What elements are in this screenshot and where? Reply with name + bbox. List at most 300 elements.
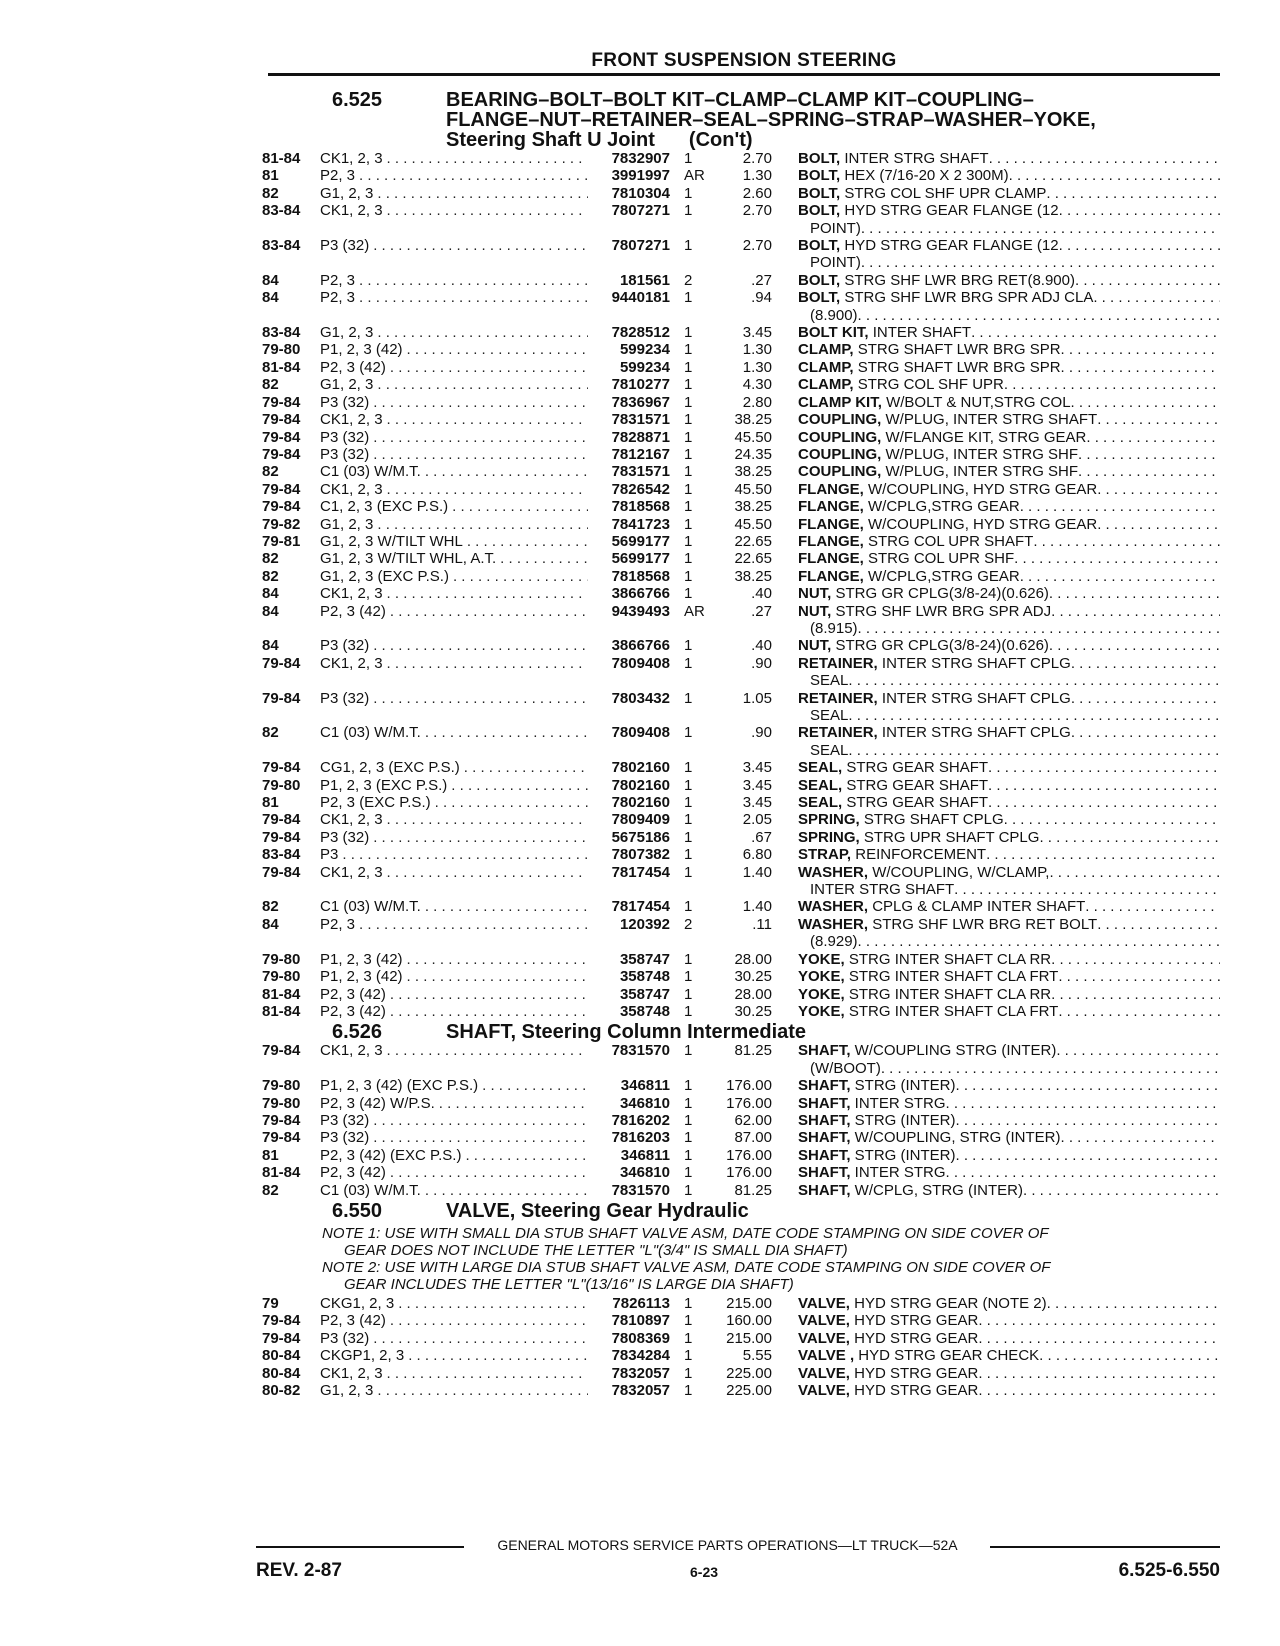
model-years: 82	[262, 463, 279, 481]
part-row	[262, 1077, 1220, 1094]
price: 81.25	[734, 1042, 772, 1060]
description-text	[798, 1147, 956, 1164]
part-row	[262, 1312, 1220, 1329]
part-name: SEAL,	[798, 794, 843, 812]
part-name: NUT,	[798, 602, 832, 620]
model-years: 79-84	[262, 1042, 301, 1060]
description-text	[798, 637, 1049, 654]
model-years: 79-84	[262, 828, 301, 846]
part-detail: CPLG & CLAMP INTER SHAFT	[872, 898, 1086, 916]
model-code: CK1, 2, 3	[320, 202, 383, 220]
part-row	[262, 533, 1220, 550]
model-years: 79-84	[262, 689, 301, 707]
dot-leader	[398, 1295, 588, 1312]
description-text	[798, 655, 1071, 672]
part-description	[772, 324, 1220, 341]
model-code: C1 (03) W/M.T.	[320, 463, 421, 481]
part-row	[262, 916, 1220, 933]
model-code: P1, 2, 3 (42)	[320, 968, 403, 986]
description-text	[798, 446, 1078, 463]
model-years: 82	[262, 1181, 279, 1199]
dot-leader	[848, 707, 1220, 724]
part-description	[772, 185, 1220, 202]
part-row	[262, 1095, 1220, 1112]
part-name: COUPLING,	[798, 428, 882, 446]
dot-leader	[1097, 516, 1220, 533]
part-description	[772, 359, 1220, 376]
part-row	[262, 1147, 1220, 1164]
dot-leader	[1061, 341, 1220, 358]
note-line: NOTE 1: USE WITH SMALL DIA STUB SHAFT VALVE ASM, DATE CODE STAMPING ON SIDE COVER OF	[322, 1224, 1049, 1242]
model-applicability	[320, 655, 588, 672]
dot-leader	[387, 864, 588, 881]
model-years: 79-80	[262, 968, 301, 986]
dot-leader	[373, 1129, 588, 1146]
part-detail: STRG INTER SHAFT CLA FRT	[848, 1002, 1059, 1020]
model-years: 81	[262, 167, 279, 185]
quantity: 1	[684, 1077, 693, 1095]
part-name: SHAFT,	[798, 1077, 851, 1095]
section-title-row	[262, 110, 1220, 130]
part-description	[772, 463, 1220, 480]
part-description	[772, 968, 1220, 985]
part-description	[772, 829, 1220, 846]
dot-leader	[387, 811, 588, 828]
description-continued	[772, 1060, 1220, 1077]
model-code: P2, 3 (42)	[320, 985, 386, 1003]
part-row	[262, 603, 1220, 620]
model-applicability	[320, 951, 588, 968]
dot-leader	[988, 777, 1220, 794]
model-years: 84	[262, 637, 279, 655]
model-applicability	[320, 516, 588, 533]
part-number: 7802160	[611, 776, 670, 794]
part-number: 7807271	[611, 202, 670, 220]
price: 2.05	[742, 811, 772, 829]
quantity: 1	[684, 515, 693, 533]
section-title-text: Steering Shaft U Joint	[446, 129, 655, 151]
dot-leader	[1058, 1003, 1220, 1020]
part-number: 7817454	[611, 898, 670, 916]
part-description	[772, 516, 1220, 533]
part-number: 358748	[619, 1002, 670, 1020]
model-code: CK1, 2, 3	[320, 585, 383, 603]
part-description	[772, 411, 1220, 428]
part-name: YOKE,	[798, 1002, 845, 1020]
model-applicability	[320, 637, 588, 654]
dot-leader	[858, 933, 1220, 950]
price: 38.25	[734, 567, 772, 585]
part-row	[262, 550, 1220, 567]
part-detail: W/BOLT & NUT,STRG COL	[886, 393, 1071, 411]
dot-leader	[453, 568, 588, 585]
part-row	[262, 359, 1220, 376]
model-applicability	[320, 533, 588, 550]
part-name: BOLT,	[798, 289, 841, 307]
part-detail: STRG SHAFT CPLG	[863, 811, 1004, 829]
part-detail: INTER STRG SHAFT	[844, 150, 989, 167]
model-code: P3 (32)	[320, 828, 370, 846]
part-detail: HYD STRG GEAR	[854, 1329, 979, 1347]
part-detail: INTER STRG	[854, 1164, 946, 1182]
price: 2.70	[742, 237, 772, 255]
part-description	[772, 237, 1220, 254]
model-code: P1, 2, 3 (42) (EXC P.S.)	[320, 1077, 479, 1095]
model-code: G1, 2, 3 W/TILT WHL	[320, 532, 463, 550]
model-years: 79-84	[262, 498, 301, 516]
model-applicability	[320, 968, 588, 985]
description-text	[798, 1312, 978, 1329]
quantity: 1	[684, 585, 693, 603]
description-text	[798, 1382, 978, 1399]
dot-leader	[978, 1365, 1220, 1382]
part-detail: HYD STRG GEAR FLANGE (12	[844, 237, 1059, 255]
quantity: 1	[684, 324, 693, 342]
part-name: YOKE,	[798, 985, 845, 1003]
part-name: VALVE,	[798, 1329, 850, 1347]
part-name: YOKE,	[798, 968, 845, 986]
model-code: CK1, 2, 3	[320, 811, 383, 829]
part-description	[772, 864, 1220, 881]
part-name: SHAFT,	[798, 1129, 851, 1147]
part-row	[262, 289, 1220, 306]
part-name: BOLT,	[798, 184, 841, 202]
part-number: 7809408	[611, 654, 670, 672]
description-text	[798, 829, 1039, 846]
header-rule	[268, 73, 1220, 76]
model-years: 81-84	[262, 1002, 301, 1020]
part-number: 599234	[619, 358, 670, 376]
price: .40	[751, 637, 772, 655]
description-text	[798, 341, 1061, 358]
dot-leader	[359, 289, 588, 306]
part-row	[262, 394, 1220, 411]
part-description	[772, 690, 1220, 707]
model-code: C1 (03) W/M.T.	[320, 724, 421, 742]
price: 38.25	[734, 498, 772, 516]
price: .67	[751, 828, 772, 846]
model-years: 82	[262, 550, 279, 568]
part-number: 7831570	[611, 1042, 670, 1060]
part-detail: STRG INTER SHAFT CLA RR	[848, 985, 1052, 1003]
section-title	[446, 90, 1220, 110]
description-text	[798, 1042, 1056, 1059]
description-text	[798, 272, 1075, 289]
quantity: 1	[684, 1382, 693, 1399]
part-name: FLANGE,	[798, 532, 864, 550]
part-description	[772, 1382, 1220, 1399]
model-code: P3 (32)	[320, 237, 370, 255]
model-applicability	[320, 394, 588, 411]
model-years: 79-84	[262, 1129, 301, 1147]
section-title-text: FLANGE–NUT–RETAINER–SEAL–SPRING–STRAP–WASHER–YOKE,	[446, 109, 1096, 131]
section-title	[446, 1201, 1220, 1221]
model-years: 79-80	[262, 776, 301, 794]
dot-leader	[373, 446, 588, 463]
part-number: 7828871	[611, 428, 670, 446]
dot-leader	[1086, 429, 1220, 446]
note-line: NOTE 2: USE WITH LARGE DIA STUB SHAFT VALVE ASM, DATE CODE STAMPING ON SIDE COVER OF	[322, 1258, 1051, 1276]
description-text	[798, 429, 1086, 446]
description-text	[798, 516, 1097, 533]
description-continued	[772, 707, 1220, 724]
model-applicability	[320, 1112, 588, 1129]
part-row	[262, 272, 1220, 289]
description-text	[798, 951, 1051, 968]
description-continued	[772, 220, 1220, 237]
dot-leader	[387, 1042, 588, 1059]
dot-leader	[467, 533, 588, 550]
part-description	[772, 446, 1220, 463]
part-description	[772, 341, 1220, 358]
model-code: C1, 2, 3 (EXC P.S.)	[320, 498, 449, 516]
part-name: COUPLING,	[798, 463, 882, 481]
model-years: 79-84	[262, 863, 301, 881]
quantity: 1	[684, 1146, 693, 1164]
part-row	[262, 794, 1220, 811]
price: .90	[751, 724, 772, 742]
part-row	[262, 1382, 1220, 1399]
model-code: G1, 2, 3	[320, 515, 374, 533]
part-number: 7809409	[611, 811, 670, 829]
part-name: CLAMP,	[798, 358, 854, 376]
dot-leader	[482, 1077, 588, 1094]
part-name: BOLT,	[798, 202, 841, 220]
dot-leader	[978, 1330, 1220, 1347]
part-number: 7834284	[611, 1347, 670, 1365]
dot-leader	[881, 1060, 1220, 1077]
part-number: 7812167	[611, 445, 670, 463]
model-years: 81-84	[262, 358, 301, 376]
dot-leader	[1061, 1129, 1220, 1146]
part-description	[772, 289, 1220, 306]
section-title-row	[262, 90, 1220, 110]
part-detail: STRG UPR SHAFT CPLG	[863, 828, 1040, 846]
dot-leader	[1046, 185, 1220, 202]
part-row	[262, 690, 1220, 707]
description-text	[798, 481, 1097, 498]
section-title-row	[262, 1201, 1220, 1221]
dot-leader	[1004, 811, 1220, 828]
dot-leader	[390, 359, 588, 376]
dot-leader	[377, 1382, 588, 1399]
part-description	[772, 759, 1220, 776]
part-detail: W/COUPLING, W/CLAMP,	[872, 863, 1050, 881]
description-text	[798, 968, 1058, 985]
model-applicability	[320, 1129, 588, 1146]
price: .27	[751, 602, 772, 620]
model-applicability	[320, 585, 588, 602]
part-detail: W/CPLG,STRG GEAR	[868, 498, 1020, 516]
model-code: CK1, 2, 3	[320, 654, 383, 672]
part-detail: STRG (INTER)	[854, 1146, 956, 1164]
part-row	[262, 759, 1220, 776]
model-years: 83-84	[262, 324, 301, 342]
model-code: P2, 3 (42) W/P.S.	[320, 1094, 435, 1112]
dot-leader	[988, 759, 1220, 776]
price: 87.00	[734, 1129, 772, 1147]
footer-rule-right	[990, 1546, 1220, 1548]
model-applicability	[320, 202, 588, 219]
dot-leader	[848, 742, 1220, 759]
quantity: 1	[684, 1181, 693, 1199]
model-code: P2, 3 (42) (EXC P.S.)	[320, 1146, 462, 1164]
section-title-text: BEARING–BOLT–BOLT KIT–CLAMP–CLAMP KIT–COUPLING–	[446, 89, 1034, 111]
dot-leader	[435, 794, 588, 811]
quantity: 1	[684, 202, 693, 220]
part-name: CLAMP KIT,	[798, 393, 882, 411]
section-title-row	[262, 1022, 1220, 1042]
dot-leader	[1085, 898, 1220, 915]
part-number: 7832907	[611, 150, 670, 167]
part-row	[262, 846, 1220, 863]
part-name: YOKE,	[798, 950, 845, 968]
part-number: 358747	[619, 985, 670, 1003]
dot-leader	[387, 411, 588, 428]
part-row	[262, 951, 1220, 968]
part-name: BOLT,	[798, 271, 841, 289]
price: 176.00	[726, 1077, 772, 1095]
dot-leader	[390, 1164, 588, 1181]
price: 22.65	[734, 550, 772, 568]
quantity: 1	[684, 846, 693, 864]
part-number: 120392	[619, 915, 670, 933]
section-6-550	[262, 1201, 1220, 1399]
description-text	[798, 411, 1097, 428]
part-detail: STRG SHAFT LWR BRG SPR	[857, 358, 1061, 376]
model-applicability	[320, 498, 588, 515]
model-code: P3 (32)	[320, 1329, 370, 1347]
model-applicability	[320, 1330, 588, 1347]
part-number: 7828512	[611, 324, 670, 342]
part-detail: STRG GEAR SHAFT	[846, 776, 989, 794]
quantity: 1	[684, 567, 693, 585]
model-code: CK1, 2, 3	[320, 411, 383, 429]
quantity: 1	[684, 1164, 693, 1182]
part-name: BOLT,	[798, 167, 841, 185]
model-years: 79-80	[262, 1094, 301, 1112]
quantity: 1	[684, 480, 693, 498]
model-code: G1, 2, 3	[320, 1382, 374, 1399]
description-continued-text: SEAL	[810, 707, 849, 724]
description-continued	[772, 620, 1220, 637]
dot-leader	[1075, 272, 1220, 289]
model-applicability	[320, 846, 588, 863]
dot-leader	[425, 898, 588, 915]
part-detail: HYD STRG GEAR	[854, 1312, 979, 1330]
model-years: 81	[262, 1146, 279, 1164]
model-applicability	[320, 1312, 588, 1329]
part-detail: HYD STRG GEAR FLANGE (12	[844, 202, 1059, 220]
quantity: 1	[684, 689, 693, 707]
section-title	[446, 130, 1220, 150]
page-number: 6-23	[690, 1564, 719, 1580]
part-row	[262, 463, 1220, 480]
description-continued-text: (W/BOOT)	[810, 1059, 881, 1077]
part-description	[772, 272, 1220, 289]
dot-leader	[1097, 411, 1220, 428]
part-name: NUT,	[798, 585, 832, 603]
part-description	[772, 1312, 1220, 1329]
part-number: 7810304	[611, 184, 670, 202]
part-row	[262, 1042, 1220, 1059]
quantity: 1	[684, 794, 693, 812]
dot-leader	[1078, 446, 1220, 463]
quantity: 1	[684, 654, 693, 672]
model-applicability	[320, 986, 588, 1003]
part-description	[772, 1147, 1220, 1164]
part-name: BOLT,	[798, 150, 841, 167]
price: 22.65	[734, 532, 772, 550]
dot-leader	[452, 498, 588, 515]
quantity: 1	[684, 1312, 693, 1330]
part-description	[772, 916, 1220, 933]
price: .90	[751, 654, 772, 672]
part-number: 7832057	[611, 1382, 670, 1399]
part-row-continued	[262, 620, 1220, 637]
description-text	[798, 324, 971, 341]
price: 1.30	[742, 358, 772, 376]
dot-leader	[861, 220, 1220, 237]
part-row	[262, 1129, 1220, 1146]
part-description	[772, 1077, 1220, 1094]
quantity: 1	[684, 724, 693, 742]
model-applicability	[320, 777, 588, 794]
model-years: 84	[262, 289, 279, 307]
part-detail: HYD STRG GEAR	[854, 1382, 979, 1399]
section-title-text: VALVE, Steering Gear Hydraulic	[446, 1199, 749, 1222]
model-years: 79-84	[262, 759, 301, 777]
model-years: 82	[262, 184, 279, 202]
quantity: 1	[684, 1129, 693, 1147]
dot-leader	[1023, 1182, 1220, 1199]
part-detail: W/PLUG, INTER STRG SHF	[885, 445, 1079, 463]
dot-leader	[1047, 1295, 1220, 1312]
part-row	[262, 498, 1220, 515]
model-years: 79-84	[262, 428, 301, 446]
model-code: P2, 3 (42)	[320, 1164, 386, 1182]
quantity: 1	[684, 1364, 693, 1382]
price: 225.00	[726, 1364, 772, 1382]
model-code: P2, 3 (42)	[320, 358, 386, 376]
description-text	[798, 864, 1049, 881]
part-name: RETAINER,	[798, 654, 878, 672]
dot-leader	[1051, 951, 1220, 968]
description-text	[798, 1164, 946, 1181]
dot-leader	[1071, 394, 1220, 411]
quantity: 1	[684, 393, 693, 411]
section-notes	[322, 1225, 1220, 1293]
price: 3.45	[742, 759, 772, 777]
price: 3.45	[742, 776, 772, 794]
description-continued-text: POINT)	[810, 254, 861, 272]
quantity: 1	[684, 376, 693, 394]
description-text	[798, 202, 1059, 219]
note-line-continued: GEAR INCLUDES THE LETTER "L"(13/16" IS LARGE DIA SHAFT)	[344, 1275, 794, 1293]
part-description	[772, 550, 1220, 567]
part-name: SPRING,	[798, 811, 860, 829]
dot-leader	[946, 1164, 1220, 1181]
model-applicability	[320, 1164, 588, 1181]
part-name: SHAFT,	[798, 1146, 851, 1164]
dot-leader	[1020, 498, 1220, 515]
part-detail: HYD STRG GEAR CHECK	[858, 1347, 1040, 1365]
price: 24.35	[734, 445, 772, 463]
model-years: 79-84	[262, 1111, 301, 1129]
quantity: 1	[684, 463, 693, 481]
description-text	[798, 794, 988, 811]
part-description	[772, 1182, 1220, 1199]
